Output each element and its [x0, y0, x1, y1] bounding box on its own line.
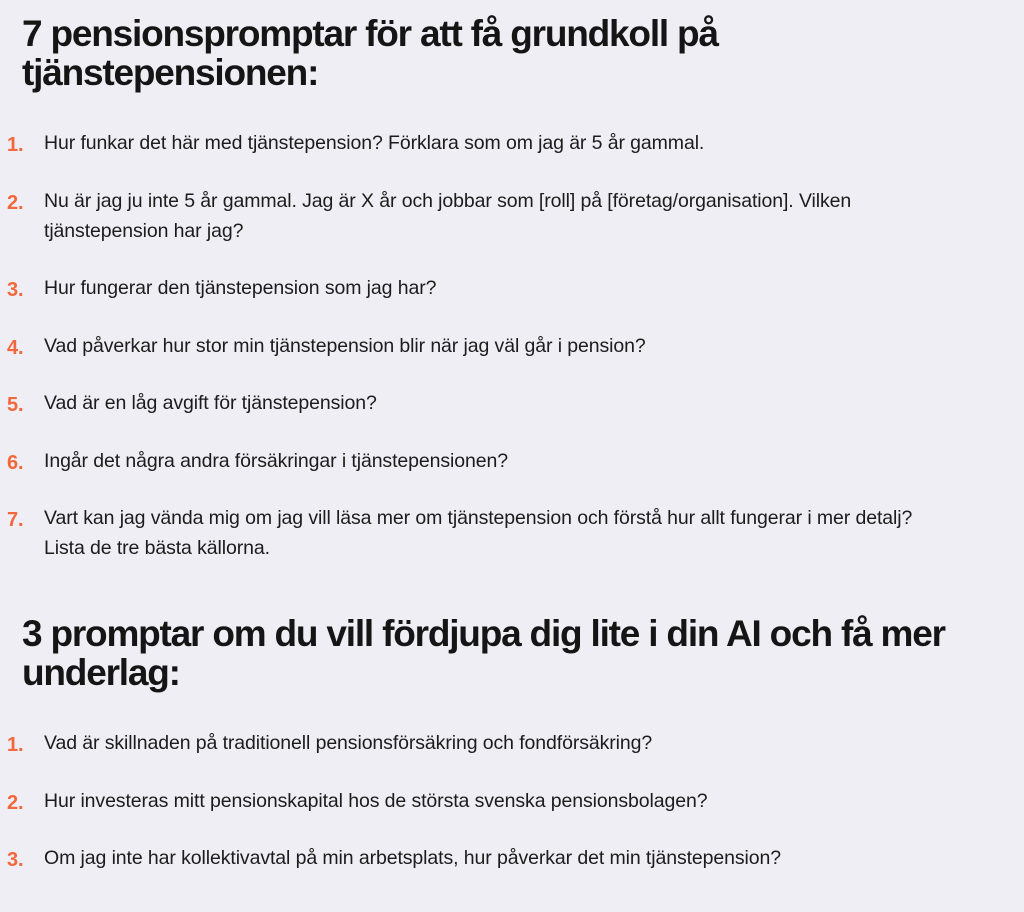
basic-prompts-list	[0, 128, 1024, 563]
list-number: 2.	[7, 191, 24, 214]
list-item	[0, 128, 944, 158]
list-number: 5.	[7, 394, 24, 416]
list-item-text: Vad påverkar hur stor min tjänstepension blir när jag väl går i pension?	[44, 334, 646, 357]
list-number: 1.	[7, 134, 24, 156]
list-item	[0, 446, 944, 476]
list-item-text: Hur fungerar den tjänstepension som jag har?	[44, 277, 437, 299]
advanced-prompts-section	[0, 614, 1024, 901]
list-item-text: Hur investeras mitt pensionskapital hos de största svenska pensionsbolagen?	[44, 789, 708, 812]
list-item	[0, 388, 944, 418]
list-item-text: Vad är skillnaden på traditionell pensionsförsäkring och fondförsäkring?	[44, 732, 653, 754]
list-number: 2.	[7, 791, 24, 814]
list-item	[0, 843, 944, 873]
section-heading-advanced: 3 promptar om du vill fördjupa dig lite i din AI och få mer underlag:	[22, 613, 945, 693]
list-item-text: Vart kan jag vända mig om jag vill läsa mer om tjänstepension och förstå hur allt fungerar i mer detalj? Lista de tre bästa källorna.	[44, 507, 913, 559]
advanced-prompts-list	[0, 728, 1024, 873]
list-item-text: Hur funkar det här med tjänstepension? Förklara som om jag är 5 år gammal.	[44, 132, 705, 154]
list-item	[0, 273, 944, 303]
section-heading-basic: 7 pensionspromptar för att få grundkoll på tjänstepensionen:	[22, 13, 718, 93]
list-item-text: Vad är en låg avgift för tjänstepension?	[44, 392, 377, 414]
list-number: 1.	[7, 734, 24, 756]
list-item	[0, 503, 944, 563]
list-item	[0, 331, 944, 361]
list-item	[0, 186, 944, 246]
list-item	[0, 786, 944, 816]
basic-prompts-section	[0, 14, 1024, 591]
list-number: 7.	[7, 509, 24, 531]
list-item-text: Nu är jag ju inte 5 år gammal. Jag är X år och jobbar som [roll] på [företag/organisation]. Vilken tjänstepension har jag?	[44, 189, 852, 242]
list-item-text: Ingår det några andra försäkringar i tjänstepensionen?	[44, 449, 508, 472]
list-item-text: Om jag inte har kollektivavtal på min arbetsplats, hur påverkar det min tjänstepension?	[44, 847, 782, 869]
list-number: 3.	[7, 279, 24, 301]
list-number: 6.	[7, 451, 24, 474]
list-number: 4.	[7, 336, 24, 359]
list-number: 3.	[7, 849, 24, 871]
list-item	[0, 728, 944, 758]
